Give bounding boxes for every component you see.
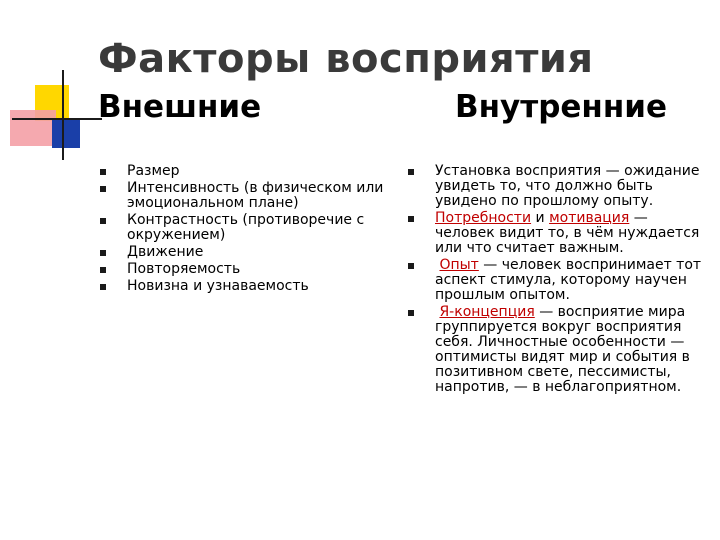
list-item xyxy=(408,258,708,303)
internal-factors-list xyxy=(408,164,708,397)
bullet-icon xyxy=(408,169,414,175)
list-item-text: Повторяемость xyxy=(127,261,241,277)
needs-link[interactable]: Потребности xyxy=(435,210,532,226)
list-item xyxy=(100,245,390,260)
bullet-icon xyxy=(100,267,106,273)
external-factors-list xyxy=(100,164,390,296)
self-concept-link[interactable]: Я-концепция xyxy=(439,304,535,320)
list-item-text: Контрастность (противоречие с окружением) xyxy=(127,212,365,243)
decor-pink-square xyxy=(10,110,56,146)
internal-heading: Внутренние xyxy=(455,89,668,125)
list-item-text: Установка восприятия — ожидание увидеть то, что должно быть увидено по прошлому опыту. xyxy=(435,163,700,209)
motivation-link[interactable]: мотивация xyxy=(549,210,630,226)
list-item xyxy=(100,164,390,179)
list-item-text: Новизна и узнаваемость xyxy=(127,278,309,294)
list-item-text: Движение xyxy=(127,244,204,260)
list-item-text: — человек видит то, в чём нуждается или что считает важным. xyxy=(435,210,700,256)
slide-title: Факторы восприятия xyxy=(98,36,594,82)
decor-vertical-line xyxy=(62,70,64,160)
list-item xyxy=(100,279,390,294)
list-item xyxy=(100,262,390,277)
bullet-icon xyxy=(100,218,106,224)
bullet-icon xyxy=(100,169,106,175)
experience-link[interactable]: Опыт xyxy=(439,257,479,273)
decor-blue-square xyxy=(52,118,80,148)
list-item-text: Интенсивность (в физическом или эмоциональном плане) xyxy=(127,180,384,211)
external-heading: Внешние xyxy=(98,89,262,125)
list-item-text: Размер xyxy=(127,163,180,179)
list-item xyxy=(100,213,390,243)
list-item-text: — человек воспринимает тот аспект стимула, которому научен прошлым опытом. xyxy=(435,257,702,303)
bullet-icon xyxy=(100,284,106,290)
list-item xyxy=(408,164,708,209)
bullet-icon xyxy=(100,250,106,256)
bullet-icon xyxy=(100,186,106,192)
conj-text: и xyxy=(531,210,550,226)
list-item-text: — восприятие мира группируется вокруг восприятия себя. Личностные особенности — оптимисты видят мир и события в позитивном свете, пессимисты, напротив, — в неблагоприятном. xyxy=(435,304,690,395)
bullet-icon xyxy=(408,310,414,316)
list-item xyxy=(408,211,708,256)
decor-horizontal-line xyxy=(12,118,102,120)
list-item xyxy=(408,305,708,395)
bullet-icon xyxy=(408,263,414,269)
bullet-icon xyxy=(408,216,414,222)
list-item xyxy=(100,181,390,211)
